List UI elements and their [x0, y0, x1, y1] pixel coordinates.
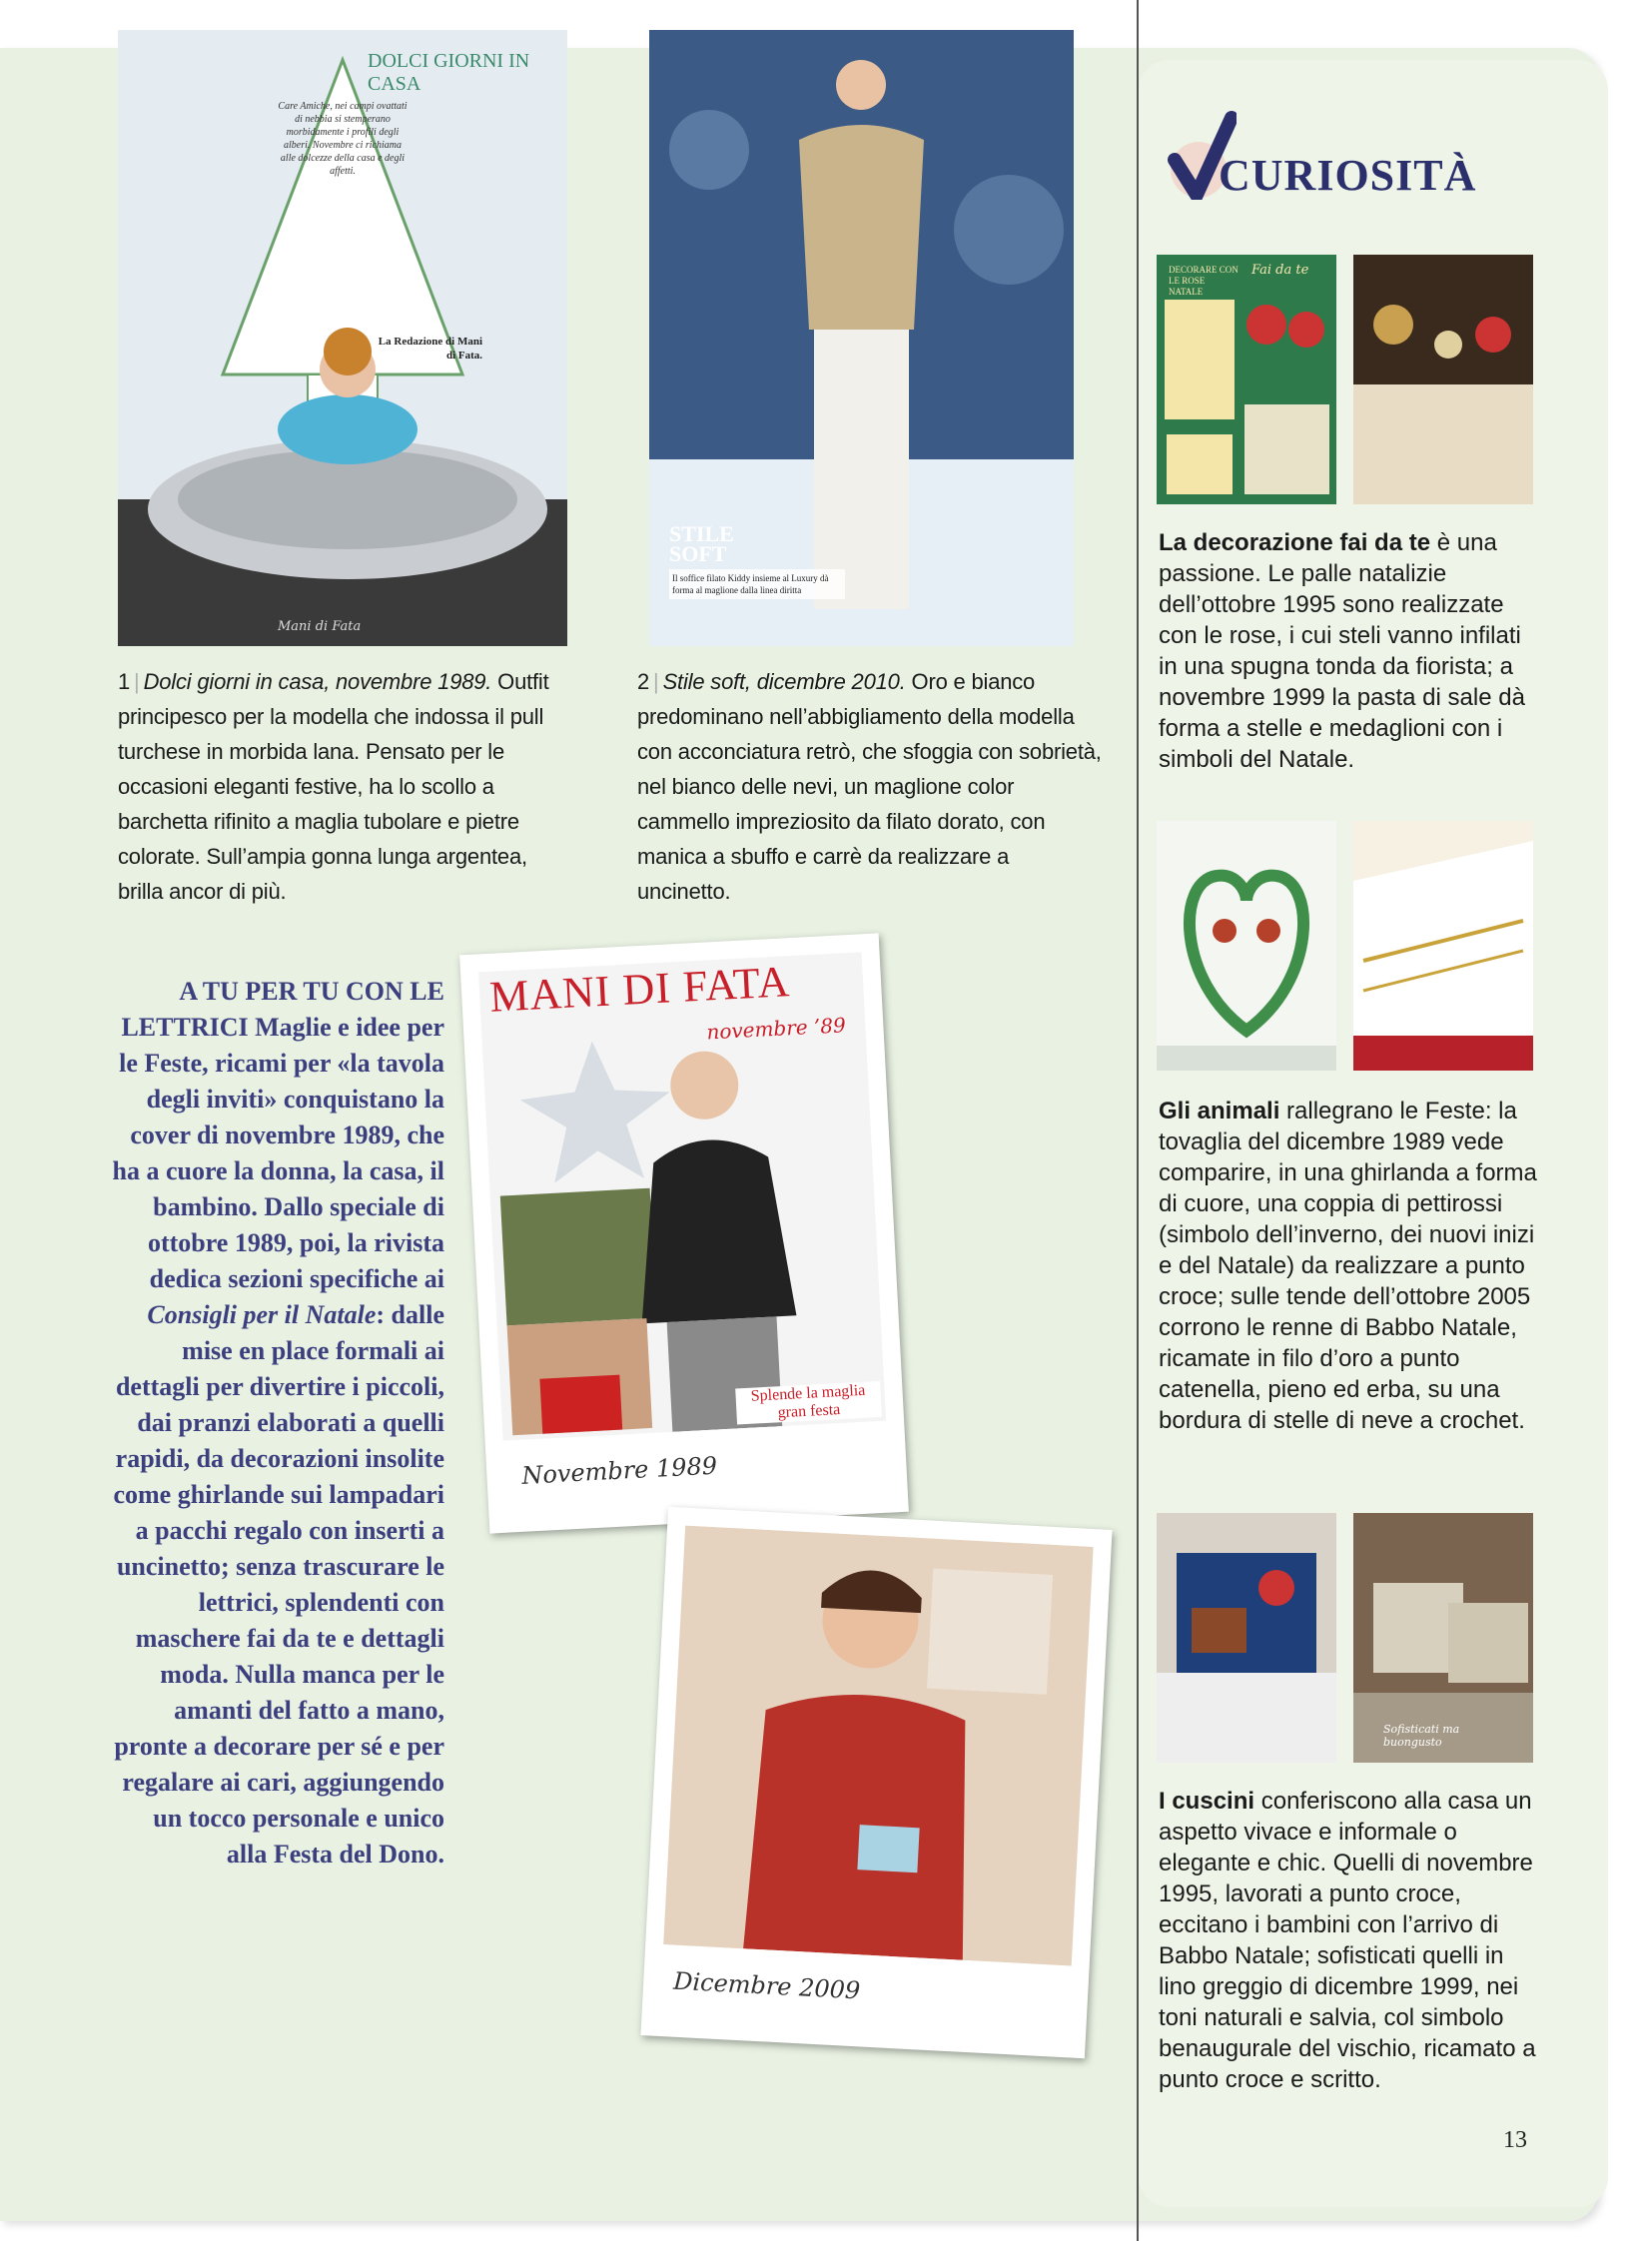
- side-text-3: [1159, 1786, 1538, 2095]
- thumb-pasta-di-sale: [1353, 255, 1533, 504]
- thumb-row3-left-illustration: [1157, 1513, 1336, 1763]
- caption-1: [118, 664, 567, 909]
- interview-rest: : dalle mise en place formali ai dettagli per divertire i piccoli, dai pranzi elaborati a quelli rapidi, da decorazioni insolite come ghirlande sui lampadari a pacchi regalo con inserti a uncinetto; senza trascurare le lettrici, splendenti con maschere fai da te e dettagli moda. Nulla manca per le amanti del fatto a mano, pronte a decorare per sé e per regalare ai cari, aggiungendo un tocco personale e unico alla Festa del Dono.: [113, 1300, 444, 1868]
- thumb-row1-right-illustration: [1353, 255, 1533, 504]
- photo-dolci-giorni: [118, 30, 567, 646]
- cover-2009-image: [663, 1526, 1093, 1966]
- side2-bold: Gli animali: [1159, 1098, 1280, 1124]
- section-title: CURIOSITÀ: [1219, 151, 1477, 200]
- photo1-watermark: Mani di Fata: [278, 619, 362, 634]
- photo1-heading: DOLCI GIORNI IN CASA: [368, 50, 530, 95]
- cover-1989-caption: Novembre 1989: [520, 1451, 718, 1490]
- side3-text: conferiscono alla casa un aspetto vivace e informale o elegante e chic. Quelli di novembre 1995, lavorati a punto croce, eccitano i bambini con l’arrivo di Babbo Natale; sofisticati quelli in lino greggio di dicembre 1999, nei toni naturali e salvia, col simbolo benaugurale del vischio, ricamato a punto croce e scritto.: [1159, 1788, 1536, 2093]
- caption1-number: 1: [118, 669, 131, 694]
- side-text-1: [1159, 527, 1538, 775]
- interview-body: A TU PER TU CON LE LETTRICI Maglie e idee per le Feste, ricami per «la tavola degli inviti» conquistano la cover di novembre 1989, che ha a cuore la donna, la casa, il bambino. Dallo speciale di ottobre 1989, poi, la rivista dedica sezioni specifiche ai: [112, 977, 444, 1293]
- thumb3-text: Sofisticati ma buongusto: [1383, 1723, 1460, 1749]
- photo1-signature: La Redazione di Mani di Fata.: [378, 336, 482, 362]
- thumb-decorare-rose: [1157, 255, 1336, 504]
- photo1-tree-text: Care Amiche, nei campi ovattati di nebbia si stemperano morbidamente i profili degli alberi. Novembre ci richiama alle dolcezze della casa e degli affetti.: [278, 101, 408, 177]
- cover-2009-polaroid: [640, 1507, 1112, 2059]
- interview-italic: Consigli per il Natale: [147, 1300, 377, 1329]
- caption2-number: 2: [637, 669, 650, 694]
- thumb-row1-left-illustration: [1157, 255, 1336, 504]
- photo2-small-text: Il soffice filato Kiddy insieme al Luxury dà forma al maglione dalla linea diritta: [669, 569, 845, 599]
- cover-2009-caption: Dicembre 2009: [672, 1966, 861, 2005]
- cover-1989-polaroid: [459, 933, 909, 1533]
- thumb-cuscino-babbo-natale: [1157, 1513, 1336, 1763]
- thumb-row2-right-illustration: [1353, 821, 1533, 1071]
- thumb-tovaglia-pettirossi: [1157, 821, 1336, 1071]
- thumb-row2-left-illustration: [1157, 821, 1336, 1071]
- caption-2: [637, 664, 1107, 909]
- side2-text: rallegrano le Feste: la tovaglia del dicembre 1989 vede comparire, in una ghirlanda a forma di cuore, una coppia di pettirossi (simbolo dell’inverno, dei nuovi inizi e del Natale) da realizzare a punto croce; sulle tende dell’ottobre 2005 corrono le renne di Babbo Natale, ricamate in filo d’oro a punto catenella, pieno ed erba, su una bordura di stelle di neve a crochet.: [1159, 1098, 1537, 1434]
- photo2-label: STILE SOFT: [669, 521, 734, 566]
- cover-date: novembre ’89: [705, 1013, 847, 1045]
- caption2-title: Stile soft, dicembre 2010.: [662, 669, 906, 694]
- interview-text: [110, 974, 444, 1872]
- caption2-text: Oro e bianco predominano nell’abbigliamento della modella con acconciatura retrò, che sfoggia con sobrietà, nel bianco delle nevi, un maglione color cammello impreziosito da filato dorato, con manica a sbuffo e carrè da realizzare a uncinetto.: [637, 669, 1102, 904]
- cover-1989-illustration: [478, 952, 886, 1440]
- caption1-text: Outfit principesco per la modella che indossa il pull turchese in morbida lana. Pensato per le occasioni eleganti festive, ha lo scollo a barchetta rifinito a maglia tubolare e pietre colorate. Sull’ampia gonna lunga argentea, brilla ancor di più.: [118, 669, 549, 904]
- column-divider: [1137, 0, 1139, 2241]
- thumb1-text: DECORARE CON LE ROSE NATALE: [1169, 265, 1239, 297]
- caption1-separator: |: [134, 669, 140, 694]
- thumb-tende-renne: [1353, 821, 1533, 1071]
- cover-1989-image: [478, 952, 886, 1440]
- thumb2-text: Fai da te: [1251, 263, 1309, 278]
- photo-stile-soft: [649, 30, 1074, 646]
- cover-masthead: MANI DI FATA: [488, 957, 792, 1022]
- side-text-2: [1159, 1096, 1538, 1436]
- cover-2009-illustration: [663, 1526, 1093, 1966]
- caption2-separator: |: [653, 669, 659, 694]
- page-number: 13: [1503, 2127, 1527, 2153]
- side1-bold: La decorazione fai da te: [1159, 529, 1431, 556]
- side1-text: è una passione. Le palle natalizie dell’ottobre 1995 sono realizzate con le rose, i cui steli vanno infilati in una spugna tonda da fiorista; a novembre 1999 la pasta di sale dà forma a stelle e medaglioni con i simboli del Natale.: [1159, 529, 1525, 773]
- cover-tag: Splende la maglia gran festa: [735, 1381, 882, 1425]
- thumb-cuscini-lino: [1353, 1513, 1533, 1763]
- caption1-title: Dolci giorni in casa, novembre 1989.: [143, 669, 492, 694]
- side3-bold: I cuscini: [1159, 1788, 1255, 1815]
